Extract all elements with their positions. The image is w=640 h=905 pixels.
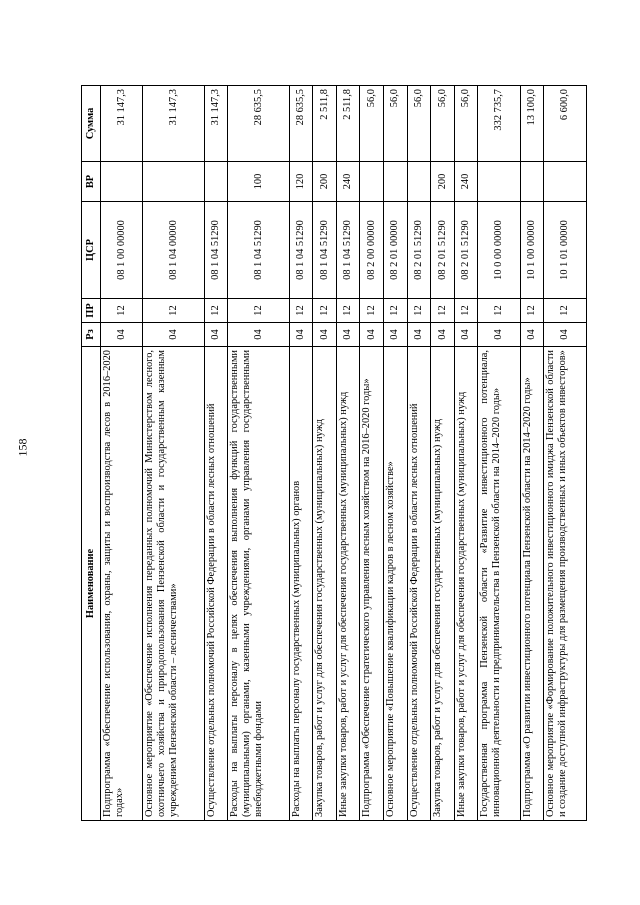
cell-rz: 04 (520, 323, 544, 347)
cell-csr: 08 2 00 00000 (360, 202, 384, 299)
cell-name: Расходы на выплаты персоналу в целях обеспечения выполнения функций государственными (муниципальными) органами, казенными учреждениями, органами управления государственными внебюджетными фондами (228, 347, 289, 821)
cell-csr: 10 1 00 00000 (520, 202, 544, 299)
table-row (478, 86, 520, 821)
cell-pr: 12 (384, 299, 408, 323)
cell-rz: 04 (407, 323, 431, 347)
cell-sum: 28 635,5 (228, 86, 289, 162)
rotated-table-container (81, 86, 587, 821)
header-vr: ВР (82, 162, 101, 202)
cell-rz: 04 (101, 323, 143, 347)
cell-rz: 04 (204, 323, 228, 347)
cell-pr: 12 (431, 299, 455, 323)
table-row (431, 86, 455, 821)
cell-sum: 56,0 (407, 86, 431, 162)
cell-csr: 08 1 04 51290 (336, 202, 360, 299)
cell-rz: 04 (454, 323, 478, 347)
table-row (204, 86, 228, 821)
cell-rz: 04 (478, 323, 520, 347)
table-row (360, 86, 384, 821)
cell-csr: 08 2 01 51290 (407, 202, 431, 299)
table-row (544, 86, 587, 821)
table-row (454, 86, 478, 821)
cell-name: Закупка товаров, работ и услуг для обеспечения государственных (муниципальных) нужд (313, 347, 337, 821)
cell-vr (407, 162, 431, 202)
header-csr: ЦСР (82, 202, 101, 299)
cell-rz: 04 (228, 323, 289, 347)
cell-name: Государственная программа Пензенской области «Развитие инвестиционного потенциала, инновационной деятельности и предпринимательства в Пензенской области на 2014–2020 годы» (478, 347, 520, 821)
cell-csr: 08 1 04 51290 (289, 202, 313, 299)
cell-name: Иные закупки товаров, работ и услуг для обеспечения государственных (муниципальных) нужд (336, 347, 360, 821)
table-row (228, 86, 289, 821)
cell-pr: 12 (289, 299, 313, 323)
cell-sum: 31 147,3 (143, 86, 204, 162)
table-row (313, 86, 337, 821)
cell-rz: 04 (431, 323, 455, 347)
cell-rz: 04 (336, 323, 360, 347)
cell-pr: 12 (313, 299, 337, 323)
cell-csr: 08 1 04 51290 (204, 202, 228, 299)
cell-name: Подпрограмма «Обеспечение стратегического управления лесным хозяйством на 2016–2020 годы» (360, 347, 384, 821)
header-pr: ПР (82, 299, 101, 323)
cell-pr: 12 (360, 299, 384, 323)
budget-table (81, 85, 587, 821)
table-row (143, 86, 204, 821)
header-sum: Сумма (82, 86, 101, 162)
cell-vr (101, 162, 143, 202)
table-row (520, 86, 544, 821)
cell-sum: 56,0 (384, 86, 408, 162)
cell-pr: 12 (228, 299, 289, 323)
table-row (289, 86, 313, 821)
cell-pr: 12 (101, 299, 143, 323)
header-rz: Рз (82, 323, 101, 347)
cell-pr: 12 (520, 299, 544, 323)
cell-sum: 28 635,5 (289, 86, 313, 162)
cell-sum: 31 147,3 (101, 86, 143, 162)
cell-vr (384, 162, 408, 202)
cell-vr: 240 (454, 162, 478, 202)
cell-csr: 08 1 00 00000 (101, 202, 143, 299)
cell-vr: 200 (313, 162, 337, 202)
cell-csr: 08 2 01 00000 (384, 202, 408, 299)
cell-vr (204, 162, 228, 202)
cell-sum: 56,0 (431, 86, 455, 162)
cell-csr: 08 2 01 51290 (431, 202, 455, 299)
cell-name: Расходы на выплаты персоналу государственных (муниципальных) органов (289, 347, 313, 821)
cell-vr (478, 162, 520, 202)
cell-pr: 12 (478, 299, 520, 323)
cell-name: Осуществление отдельных полномочий Российской Федерации в области лесных отношений (204, 347, 228, 821)
cell-vr (360, 162, 384, 202)
cell-vr: 240 (336, 162, 360, 202)
table-row (336, 86, 360, 821)
cell-vr (520, 162, 544, 202)
cell-pr: 12 (407, 299, 431, 323)
cell-sum: 13 100,0 (520, 86, 544, 162)
cell-rz: 04 (313, 323, 337, 347)
cell-name: Основное мероприятие «Повышение квалификации кадров в лесном хозяйстве» (384, 347, 408, 821)
cell-rz: 04 (384, 323, 408, 347)
cell-sum: 2 511,8 (336, 86, 360, 162)
cell-rz: 04 (360, 323, 384, 347)
cell-name: Осуществление отдельных полномочий Российской Федерации в области лесных отношений (407, 347, 431, 821)
cell-csr: 08 1 04 51290 (313, 202, 337, 299)
page-number: 158 (15, 438, 30, 457)
cell-name: Подпрограмма «О развитии инвестиционного потенциала Пензенской области на 2014–2020 годы» (520, 347, 544, 821)
cell-sum: 332 735,7 (478, 86, 520, 162)
cell-vr: 100 (228, 162, 289, 202)
cell-pr: 12 (454, 299, 478, 323)
cell-name: Основное мероприятие «Формирование положительного инвестиционного имиджа Пензенской области и создание доступной инфраструктуры для размещения производственных и иных объектов инвесторов» (544, 347, 587, 821)
cell-pr: 12 (336, 299, 360, 323)
cell-csr: 08 2 01 51290 (454, 202, 478, 299)
cell-name: Основное мероприятие «Обеспечение исполнения переданных полномочий Министерством лесного, охотничьего хозяйства и природопользования Пензенской области и государственным казенным учреждением Пензенской области – лесничествами» (143, 347, 204, 821)
cell-vr: 200 (431, 162, 455, 202)
cell-sum: 56,0 (454, 86, 478, 162)
table-row (101, 86, 143, 821)
cell-csr: 10 0 00 00000 (478, 202, 520, 299)
cell-pr: 12 (204, 299, 228, 323)
cell-pr: 12 (544, 299, 587, 323)
cell-csr: 08 1 04 00000 (143, 202, 204, 299)
cell-csr: 10 1 01 00000 (544, 202, 587, 299)
cell-name: Иные закупки товаров, работ и услуг для обеспечения государственных (муниципальных) нужд (454, 347, 478, 821)
cell-vr (544, 162, 587, 202)
cell-sum: 31 147,3 (204, 86, 228, 162)
table-row (407, 86, 431, 821)
table-row (384, 86, 408, 821)
table-header-row (82, 86, 101, 821)
cell-csr: 08 1 04 51290 (228, 202, 289, 299)
cell-rz: 04 (544, 323, 587, 347)
cell-name: Подпрограмма «Обеспечение использования, охраны, защиты и воспроизводства лесов в 2016–2020 годах» (101, 347, 143, 821)
header-name: Наименование (82, 347, 101, 821)
cell-sum: 6 600,0 (544, 86, 587, 162)
cell-rz: 04 (289, 323, 313, 347)
cell-name: Закупка товаров, работ и услуг для обеспечения государственных (муниципальных) нужд (431, 347, 455, 821)
cell-sum: 2 511,8 (313, 86, 337, 162)
cell-pr: 12 (143, 299, 204, 323)
cell-rz: 04 (143, 323, 204, 347)
cell-vr: 120 (289, 162, 313, 202)
cell-vr (143, 162, 204, 202)
cell-sum: 56,0 (360, 86, 384, 162)
